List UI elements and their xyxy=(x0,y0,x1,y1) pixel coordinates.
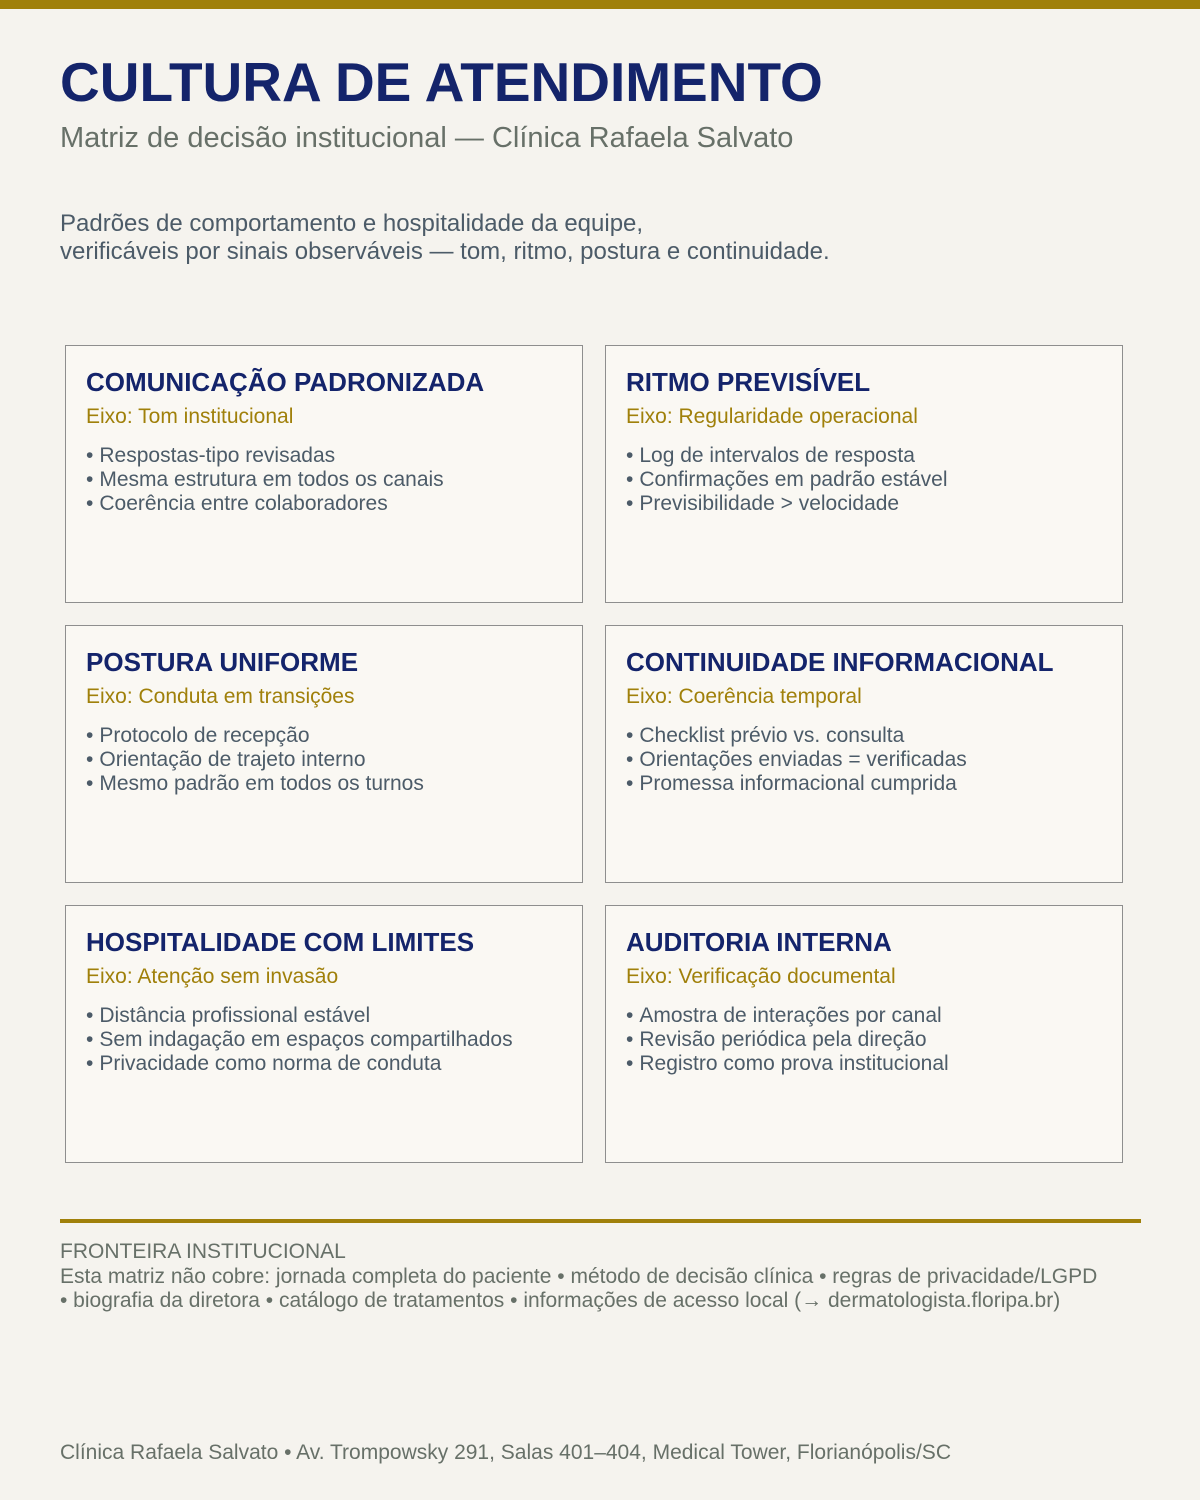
bullet-icon: • xyxy=(86,772,94,795)
card-comunicacao-padronizada xyxy=(65,345,583,603)
card-title: POSTURA UNIFORME xyxy=(86,647,359,677)
bullet-icon: • xyxy=(626,772,634,795)
list-item: • Orientações enviadas = verificadas xyxy=(626,748,967,771)
list-item: • Protocolo de recepção xyxy=(86,724,310,747)
list-item: • Promessa informacional cumprida xyxy=(626,772,957,795)
intro-line-1: Padrões de comportamento e hospitalidade da equipe, xyxy=(60,210,644,237)
top-accent-bar xyxy=(0,0,1200,9)
card-hospitalidade-com-limites xyxy=(65,905,583,1163)
list-item: • Privacidade como norma de conduta xyxy=(86,1052,442,1075)
card-auditoria-interna xyxy=(605,905,1123,1163)
bullet-icon: • xyxy=(626,724,634,747)
list-item: • Coerência entre colaboradores xyxy=(86,492,388,515)
card-axis: Eixo: Conduta em transições xyxy=(86,685,355,708)
bullet-icon: • xyxy=(626,1052,634,1075)
list-item: • Distância profissional estável xyxy=(86,1004,371,1027)
bullet-icon: • xyxy=(86,444,94,467)
card-list xyxy=(86,444,562,516)
card-list xyxy=(626,444,1102,516)
bullet-icon: • xyxy=(86,1052,94,1075)
list-item: • Registro como prova institucional xyxy=(626,1052,949,1075)
bullet-icon: • xyxy=(626,748,634,771)
boundary-line-1: Esta matriz não cobre: jornada completa do paciente • método de decisão clínica • regras de privacidade/LGPD xyxy=(60,1265,1098,1288)
list-item: • Orientação de trajeto interno xyxy=(86,748,366,771)
page-subtitle: Matriz de decisão institucional — Clínica Rafaela Salvato xyxy=(60,122,794,154)
card-axis: Eixo: Regularidade operacional xyxy=(626,405,918,428)
card-postura-uniforme xyxy=(65,625,583,883)
bullet-icon: • xyxy=(626,492,634,515)
bullet-icon: • xyxy=(626,1004,634,1027)
card-axis: Eixo: Tom institucional xyxy=(86,405,294,428)
intro-line-2: verificáveis por sinais observáveis — tom, ritmo, postura e continuidade. xyxy=(60,238,830,265)
bullet-icon: • xyxy=(626,444,634,467)
list-item: • Mesma estrutura em todos os canais xyxy=(86,468,444,491)
bullet-icon: • xyxy=(86,748,94,771)
bullet-icon: • xyxy=(626,468,634,491)
boundary-text xyxy=(60,1265,1160,1313)
bullet-icon: • xyxy=(86,1028,94,1051)
footer-address: Clínica Rafaela Salvato • Av. Trompowsky 291, Salas 401–404, Medical Tower, Florianópolis/SC xyxy=(60,1441,951,1464)
card-axis: Eixo: Verificação documental xyxy=(626,965,896,988)
card-title: RITMO PREVISÍVEL xyxy=(626,367,871,397)
intro-paragraph xyxy=(60,210,830,266)
card-axis: Eixo: Atenção sem invasão xyxy=(86,965,339,988)
card-axis: Eixo: Coerência temporal xyxy=(626,685,862,708)
card-title: AUDITORIA INTERNA xyxy=(626,927,892,957)
boundary-line-2: • biografia da diretora • catálogo de tratamentos • informações de acesso local (→ dermatologista.floripa.br) xyxy=(60,1289,1061,1312)
list-item: • Revisão periódica pela direção xyxy=(626,1028,927,1051)
bullet-icon: • xyxy=(86,1004,94,1027)
card-title: COMUNICAÇÃO PADRONIZADA xyxy=(86,367,485,397)
list-item: • Amostra de interações por canal xyxy=(626,1004,942,1027)
list-item: • Previsibilidade > velocidade xyxy=(626,492,900,515)
page-title: CULTURA DE ATENDIMENTO xyxy=(60,51,823,113)
card-list xyxy=(86,1004,562,1076)
list-item: • Checklist prévio vs. consulta xyxy=(626,724,905,747)
section-divider xyxy=(60,1219,1141,1223)
list-item: • Respostas-tipo revisadas xyxy=(86,444,336,467)
boundary-heading: FRONTEIRA INSTITUCIONAL xyxy=(60,1240,346,1263)
list-item: • Mesmo padrão em todos os turnos xyxy=(86,772,424,795)
bullet-icon: • xyxy=(86,468,94,491)
list-item: • Log de intervalos de resposta xyxy=(626,444,915,467)
bullet-icon: • xyxy=(626,1028,634,1051)
card-continuidade-informacional xyxy=(605,625,1123,883)
card-title: CONTINUIDADE INFORMACIONAL xyxy=(626,647,1054,677)
card-list xyxy=(626,724,1102,796)
bullet-icon: • xyxy=(86,724,94,747)
card-ritmo-previsivel xyxy=(605,345,1123,603)
card-list xyxy=(626,1004,1102,1076)
list-item: • Confirmações em padrão estável xyxy=(626,468,948,491)
card-title: HOSPITALIDADE COM LIMITES xyxy=(86,927,475,957)
bullet-icon: • xyxy=(86,492,94,515)
list-item: • Sem indagação em espaços compartilhados xyxy=(86,1028,513,1051)
card-list xyxy=(86,724,562,796)
